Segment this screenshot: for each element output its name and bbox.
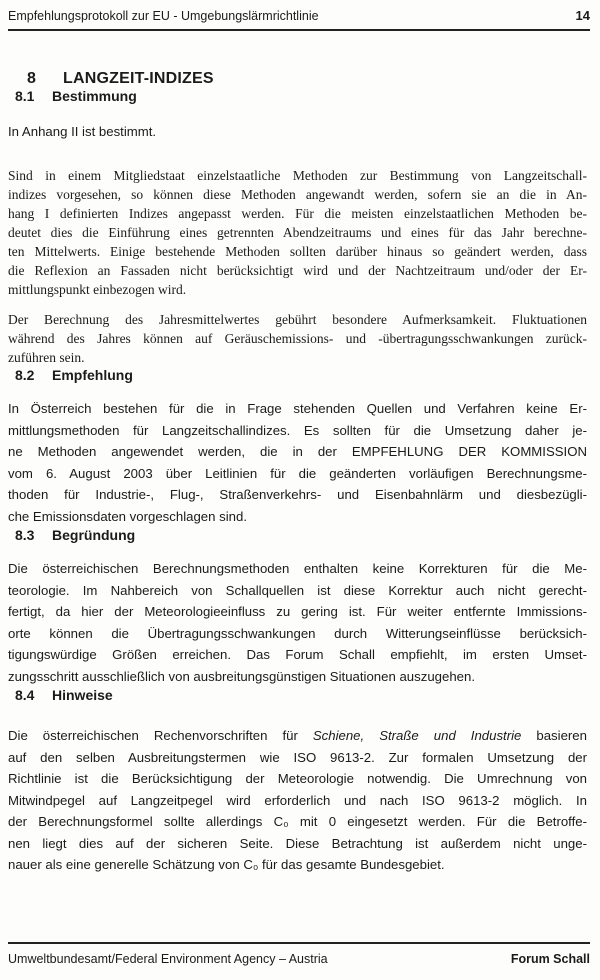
text-line: deutet dies die Einführung eines getrennten Abendzeitraums und eines für das Jahr berechne- — [8, 225, 587, 240]
text-line — [8, 725, 587, 747]
text-line: während des Jahres können auf Geräuschemissions- und -übertragungsschwankungen zurück- — [8, 331, 587, 346]
chapter-title: LANGZEIT-INDIZES — [63, 70, 214, 87]
text-line: auf den selben Ausbreitungstermen wie ISO 9613-2. Zur formalen Umsetzung der — [8, 749, 587, 765]
section-number: 8.1 — [15, 88, 35, 104]
chapter-number: 8 — [27, 70, 37, 87]
page-header — [8, 8, 590, 31]
header-page-number: 14 — [575, 8, 590, 23]
text-line: Mitwindpegel auf Langzeitpegel wird erforderlich und nach ISO 9613-2 möglich. In — [8, 792, 587, 808]
chapter-heading — [8, 70, 587, 88]
body-paragraph — [8, 558, 587, 687]
text-line: mittlungsmethoden für Langzeitschallindizes. Es sollten für die Umsetzung daher je- — [8, 422, 587, 438]
text-line: Der Berechnung des Jahresmittelwertes gebührt besondere Aufmerksamkeit. Fluktuationen — [8, 312, 587, 327]
text-line: ten Mittelwerts. Einige bestehende Methoden sollten darüber hinaus so geändert werden, dass — [8, 244, 587, 259]
footer-right-text: Forum Schall — [510, 952, 590, 966]
page-footer — [8, 942, 590, 966]
text-line: hang I definierten Indizes angepasst werden. Für die meisten einzelstaatlichen Methoden be- — [8, 206, 587, 221]
text-line: Die österreichischen Berechnungsmethoden enthalten keine Korrekturen für die Me- — [8, 561, 587, 576]
text-line: zuführen sein. — [8, 350, 85, 365]
text-line: die Reflexion an Fassaden nicht berücksichtigt wird und der Nachtzeitraum und/oder der Er- — [8, 263, 587, 278]
section-title: Bestimmung — [52, 88, 137, 104]
section-title: Begründung — [52, 527, 136, 543]
text-line: thoden für Industrie-, Flug-, Straßenverkehrs- und Eisenbahnlärm und diesbezügli- — [8, 487, 587, 502]
section-number: 8.3 — [15, 527, 35, 543]
text-line: che Emissionsdaten vorgeschlagen sind. — [8, 508, 247, 524]
text-line: mittlungspunkt einbezogen wird. — [8, 282, 187, 297]
text-line: Sind in einem Mitgliedstaat einzelstaatliche Methoden zur Bestimmung von Langzeitschall- — [8, 168, 587, 183]
body-text-segment: basieren — [521, 728, 587, 743]
body-text-segment: Die österreichischen Rechenvorschriften für — [8, 728, 313, 743]
text-line: fertigt, da hier der Meteorologieeinfluss zu gering ist. Für weiter entfernte Immissions- — [8, 604, 587, 619]
text-line: tigungswürdige Größen erreichen. Das Forum Schall empfiehlt, im ersten Umset- — [8, 647, 587, 662]
text-line: orte können die Übertragungsschwankungen durch Witterungseinflüsse berücksich- — [8, 625, 587, 641]
body-paragraph-lines — [8, 747, 587, 876]
body-text-segment-italic: Schiene, Straße und Industrie — [312, 728, 522, 743]
section-title: Hinweise — [52, 687, 113, 703]
intro-paragraph: In Anhang II ist bestimmt. — [8, 124, 157, 139]
page-content — [8, 70, 587, 876]
header-title: Empfehlungsprotokoll zur EU - Umgebungslärmrichtlinie — [8, 9, 319, 23]
text-line: nen liegt dies auf der sicheren Seite. Diese Betrachtung ist außerdem nicht unge- — [8, 835, 587, 851]
section-number: 8.2 — [15, 367, 35, 383]
text-line: der Berechnungsformel sollte allerdings C₀ mit 0 eingesetzt werden. Für die Betroffe- — [8, 814, 587, 829]
text-line: indizes vorgesehen, so können diese Methoden angewandt werden, sofern sie an die in An- — [8, 187, 587, 202]
quote-paragraph — [8, 166, 587, 299]
text-line: teorologie. Im Nahbereich von Schallquellen ist diese Korrektur auch nicht gerecht- — [8, 582, 587, 598]
quote-paragraph — [8, 310, 587, 367]
footer-left-text: Umweltbundesamt/Federal Environment Agency – Austria — [8, 952, 328, 966]
text-line: zungsschritt ausschließlich von ausbreitungsgünstigen Situationen auszugehen. — [8, 668, 475, 684]
section-number: 8.4 — [15, 687, 35, 703]
page-header-row — [8, 8, 590, 23]
section-title: Empfehlung — [52, 367, 133, 383]
body-paragraph — [8, 398, 587, 527]
text-line: Richtlinie ist die Berücksichtigung der Meteorologie notwendig. Die Umrechnung von — [8, 771, 587, 786]
text-line: In Österreich bestehen für die in Frage stehenden Quellen und Verfahren keine Er- — [8, 401, 587, 416]
text-line: nauer als eine generelle Schätzung von C₀ für das gesamte Bundesgebiet. — [8, 857, 445, 872]
body-paragraph — [8, 725, 587, 876]
section-heading-8-2 — [8, 367, 587, 383]
text-line: ne Methoden angewendet werden, die in der EMPFEHLUNG DER KOMMISSION — [8, 444, 587, 459]
section-heading-8-1 — [8, 88, 587, 104]
text-line: vom 6. August 2003 über Leitlinien für die geänderten vorläufigen Berechnungsme- — [8, 465, 587, 481]
section-heading-8-4 — [8, 687, 587, 703]
section-heading-8-3 — [8, 527, 587, 543]
